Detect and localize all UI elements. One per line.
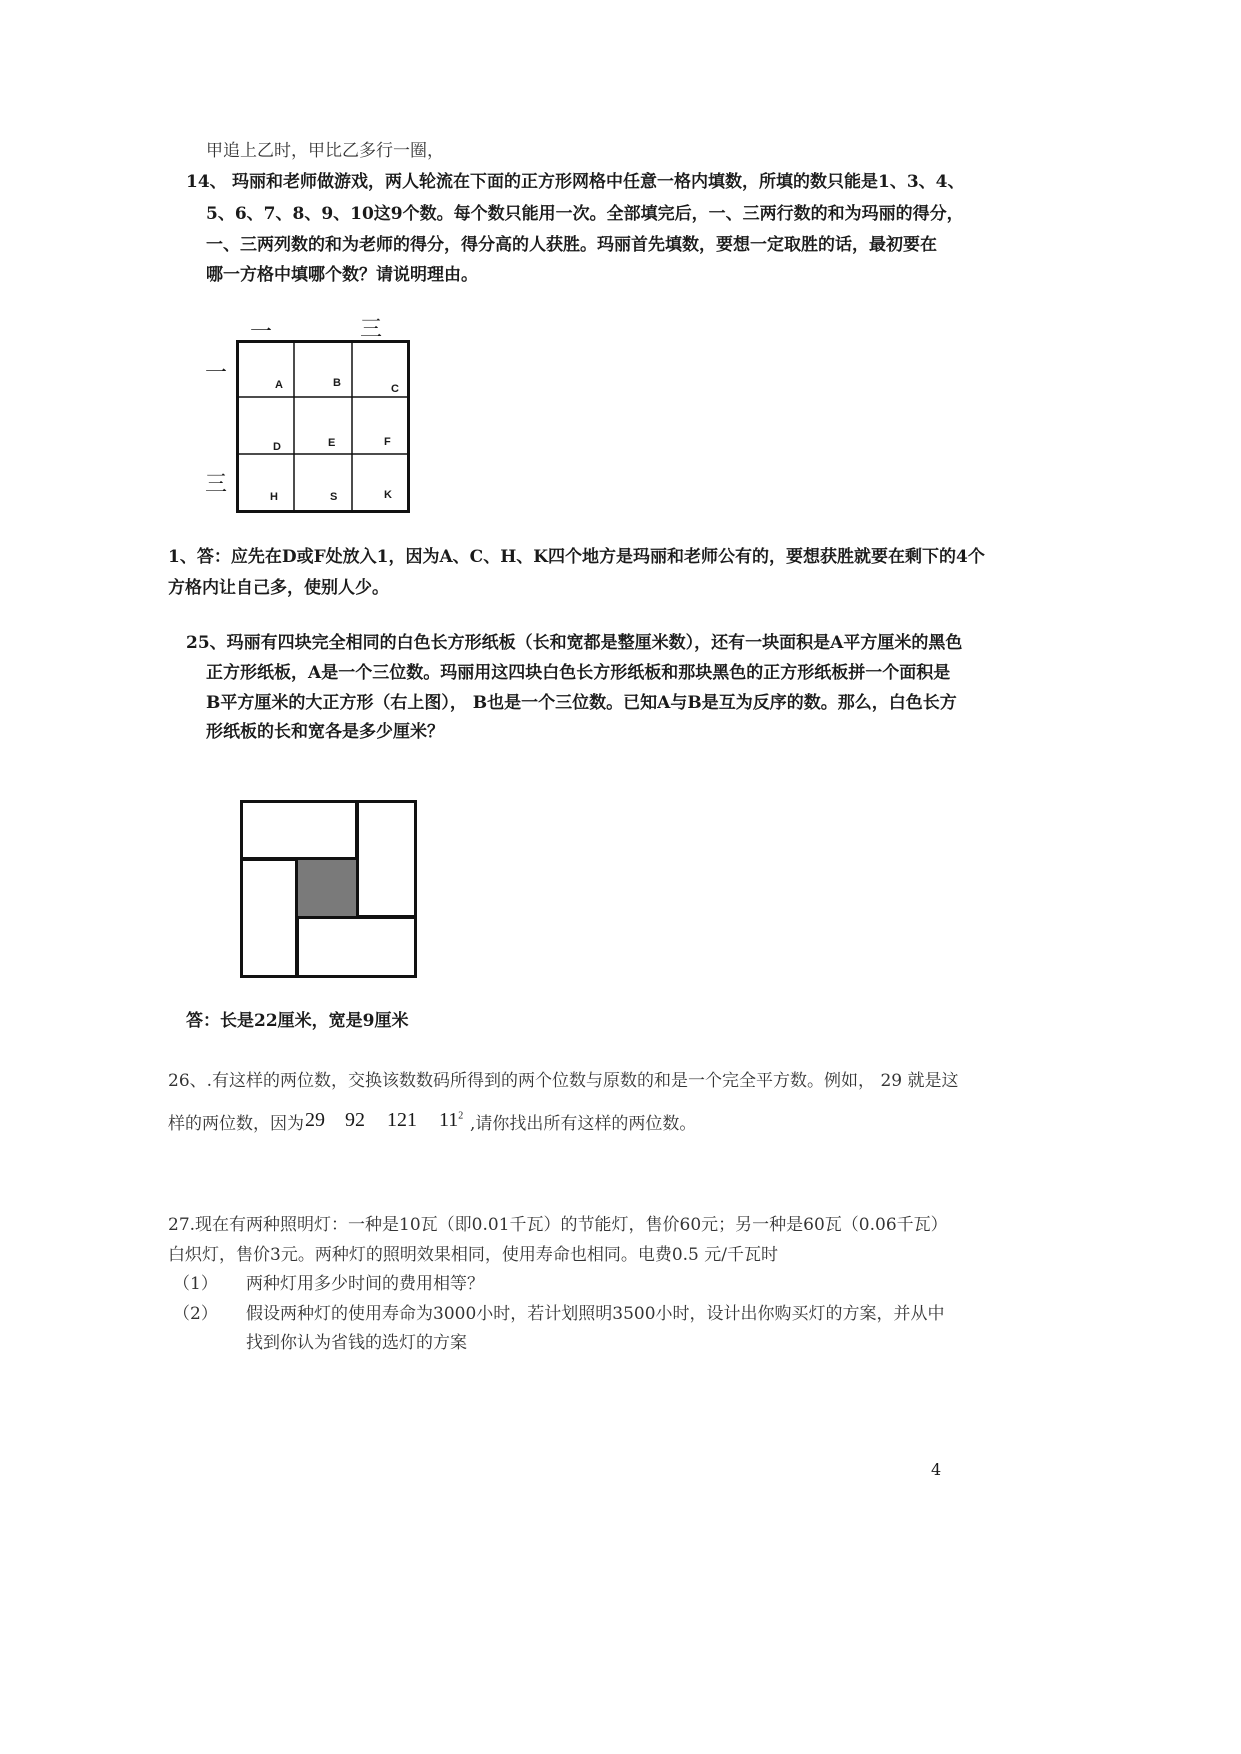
grid-cell-a: A (275, 379, 283, 391)
black-square (296, 858, 358, 918)
q27-sub2-line2: 找到你认为省钱的选灯的方案 (246, 1333, 467, 1353)
grid-row-label-1: 一 (205, 361, 228, 386)
grid-cell-k: K (384, 489, 392, 501)
grid-cell-s: S (330, 491, 338, 503)
q25-line4: 形纸板的长和宽各是多少厘米？ (206, 722, 444, 742)
q14-line2: 5、6、7、8、9、10这9个数。每个数只能用一次。全部填完后，一、三两行数的和为玛丽的得分， (206, 204, 964, 224)
q25-line2: 正方形纸板，A是一个三位数。玛丽用这四块白色长方形纸板和那块黑色的正方形纸板拼一个面积是 (206, 663, 951, 683)
grid-col-label-1: 一 (250, 320, 273, 345)
answer-1-line1: 1、答：应先在D或F处放入1，因为A、C、H、K四个地方是玛丽和老师公有的，要想获胜就要在剩下的4个 (168, 547, 985, 567)
eq-term-d: 11 (439, 1109, 459, 1131)
q25-line3: B平方厘米的大正方形（右上图）， B也是一个三位数。已知A与B是互为反序的数。那么，白色长方 (206, 693, 957, 713)
q14-number: 14、 (186, 172, 227, 192)
grid-cell-b: B (333, 377, 341, 389)
q26-line2-prefix: 样的两位数，因为 (168, 1114, 304, 1134)
q27-sub1-number: （1） (173, 1274, 218, 1294)
grid-row-label-3: 三 (205, 472, 228, 497)
q27-sub1-text: 两种灯用多少时间的费用相等？ (246, 1274, 484, 1294)
q27-sub2-line1: 假设两种灯的使用寿命为3000小时，若计划照明3500小时，设计出你购买灯的方案，并从中 (246, 1304, 945, 1324)
white-rect-bottom (296, 916, 417, 978)
continued-text: 甲追上乙时，甲比乙多行一圈， (206, 141, 444, 161)
q27-line2: 白炽灯，售价3元。两种灯的照明效果相同，使用寿命也相同。电费0.5 元/千瓦时 (168, 1245, 778, 1265)
eq-term-c: 121 (387, 1109, 417, 1131)
grid-cell-h: H (270, 491, 278, 503)
white-rect-right (356, 800, 417, 918)
grid-cell-e: E (328, 437, 336, 449)
grid-cell-d: D (273, 441, 281, 453)
q26-line1: 26、.有这样的两位数，交换该数数码所得到的两个位数与原数的和是一个完全平方数。例如， 29 就是这 (168, 1071, 959, 1091)
page-number: 4 (931, 1460, 942, 1479)
eq-term-b: 92 (345, 1109, 365, 1131)
q25-line1: 25、玛丽有四块完全相同的白色长方形纸板（长和宽都是整厘米数），还有一块面积是A平方厘米的黑色 (186, 633, 963, 653)
answer-25: 答：长是22厘米，宽是9厘米 (186, 1011, 409, 1031)
grid-cell-c: C (391, 383, 399, 395)
q26-equation (305, 1109, 463, 1132)
eq-exponent: 2 (458, 1110, 464, 1122)
q27-line1: 27.现在有两种照明灯：一种是10瓦（即0.01千瓦）的节能灯，售价60元；另一种是60瓦（0.06千瓦） (168, 1215, 948, 1235)
q14-line1: 玛丽和老师做游戏，两人轮流在下面的正方形网格中任意一格内填数，所填的数只能是1、3、4、 (232, 172, 965, 192)
answer-1-line2: 方格内让自己多，使别人少。 (168, 578, 389, 598)
q14-line4: 哪一方格中填哪个数？请说明理由。 (206, 265, 478, 285)
grid-cell-f: F (384, 436, 391, 448)
q14-line3: 一、三两列数的和为老师的得分，得分高的人获胜。玛丽首先填数，要想一定取胜的话，最初要在 (206, 235, 937, 255)
grid-lines (236, 340, 410, 513)
grid-col-label-3: 三 (360, 317, 383, 342)
eq-term-a: 29 (305, 1109, 325, 1131)
q27-sub2-number: （2） (173, 1304, 218, 1324)
white-rect-left (240, 858, 298, 978)
q26-line2-suffix: ,请你找出所有这样的两位数。 (470, 1114, 697, 1134)
white-rect-top (240, 800, 358, 860)
